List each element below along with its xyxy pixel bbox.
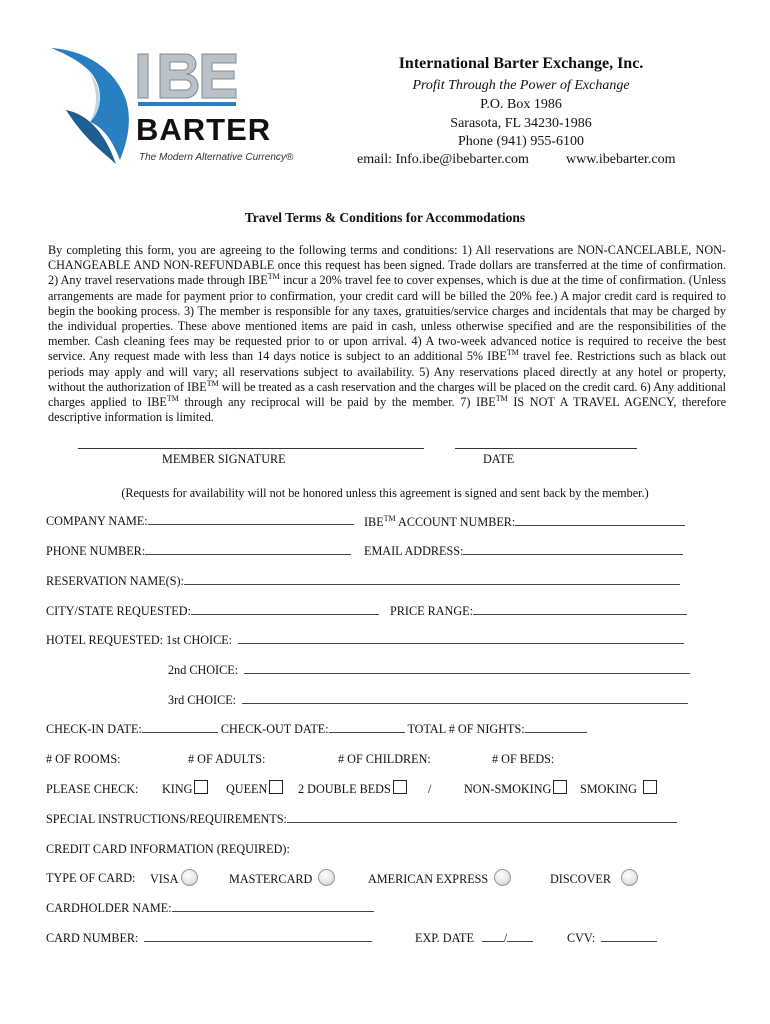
ibe-barter-logo — [46, 40, 308, 170]
cvv-label: CVV: — [567, 931, 596, 945]
email-address-label: EMAIL ADDRESS: — [364, 544, 464, 558]
card-number-row — [46, 931, 372, 946]
non-smoking-label: NON-SMOKING — [464, 782, 552, 796]
adults-label: # OF ADULTS: — [188, 752, 266, 766]
company-website[interactable]: www.ibebarter.com — [566, 152, 676, 167]
card-number-label: CARD NUMBER: — [46, 931, 139, 945]
cardholder-label: CARDHOLDER NAME: — [46, 901, 172, 915]
queen-checkbox[interactable] — [269, 780, 283, 794]
visa-option — [150, 869, 198, 887]
signature-date-label: DATE — [483, 452, 515, 466]
please-check-label: PLEASE CHECK: — [46, 782, 139, 796]
logo-graphic — [46, 40, 308, 170]
smoking-checkbox[interactable] — [643, 780, 657, 794]
hotel-third-choice-field[interactable] — [242, 693, 688, 704]
company-tagline: Profit Through the Power of Exchange — [412, 78, 630, 93]
king-checkbox[interactable] — [194, 780, 208, 794]
exp-date-row — [415, 931, 533, 946]
option-separator: / — [428, 782, 432, 796]
terms-paragraph — [48, 243, 726, 425]
exp-month-field[interactable] — [482, 931, 504, 942]
terms-text-2: incur a 20% travel fee to cover expenses, which is due at the time of confirmation. (Unless arrangements are made for payment prior to confirmation, your credit card will be billed the 20% fee.) A major credit card is required to begin the booking process. 3) The member is responsible for any taxes, gratuities/service charges and incidentals that may be charged by the individual properties. These above mentioned items are paid in cash, unless otherwise specified and are the responsibilities of the member. Cash cleaning fees may be requested prior to or upon arrival. 4) A two-week advanced notice is required to receive the best service. Any request made with less than 14 days notice is subject to an additional 5% IBE — [48, 273, 726, 364]
visa-radio[interactable] — [181, 869, 198, 886]
cvv-row — [567, 931, 657, 946]
hotel-first-choice-field[interactable] — [238, 633, 684, 644]
terms-text-1: By completing this form, you are agreeing to the following terms and conditions: 1) All reservations are NON-CANCELABLE, NON-CHANGEABLE AND NON-REFUNDABLE once this request has been signed. Trade dollars are transferred at the time of confirmation. 2) Any travel reservations made through IBE — [48, 243, 726, 288]
visa-label: VISA — [150, 872, 179, 886]
check-in-field[interactable] — [142, 722, 218, 733]
city-state-field[interactable] — [191, 604, 379, 615]
double-beds-option — [298, 780, 407, 797]
non-smoking-option — [464, 780, 567, 797]
ibe-label: IBE — [364, 515, 384, 530]
trademark-2: TM — [506, 348, 519, 358]
hotel-first-choice-label: HOTEL REQUESTED: 1st CHOICE: — [46, 633, 233, 647]
phone-number-row — [46, 544, 351, 559]
city-state-label: CITY/STATE REQUESTED: — [46, 604, 191, 618]
account-number-row — [364, 514, 685, 530]
king-option — [162, 780, 208, 797]
terms-text-6: IS NOT A TRAVEL AGENCY, therefore descriptive information is limited. — [48, 395, 727, 425]
discover-label: DISCOVER — [550, 872, 611, 886]
account-number-field[interactable] — [515, 515, 685, 526]
mastercard-option — [229, 869, 335, 887]
reservation-names-label: RESERVATION NAME(S): — [46, 574, 184, 588]
check-out-field[interactable] — [329, 722, 405, 733]
price-range-label: PRICE RANGE: — [390, 604, 473, 618]
phone-number-label: PHONE NUMBER: — [46, 544, 146, 558]
total-nights-label: TOTAL # OF NIGHTS: — [407, 722, 525, 736]
exp-date-label: EXP. DATE — [415, 931, 474, 945]
double-beds-checkbox[interactable] — [393, 780, 407, 794]
smoking-option — [580, 780, 657, 797]
queen-label: QUEEN — [226, 782, 268, 796]
total-nights-field[interactable] — [525, 722, 587, 733]
trademark-account: TM — [383, 514, 396, 523]
city-state-row — [46, 604, 379, 619]
terms-text-5: through any reciprocal will be paid by the member. 7) IBE — [178, 395, 496, 410]
hotel-third-choice-label: 3rd CHOICE: — [168, 693, 237, 707]
company-phone: Phone (941) 955-6100 — [458, 134, 584, 149]
logo-slogan: The Modern Alternative Currency® — [139, 152, 294, 163]
hotel-first-choice-row — [46, 633, 684, 648]
children-label: # OF CHILDREN: — [338, 752, 431, 766]
card-number-field[interactable] — [144, 931, 372, 942]
amex-label: AMERICAN EXPRESS — [368, 872, 489, 886]
reservation-names-field[interactable] — [184, 574, 680, 585]
company-email: email: Info.ibe@ibebarter.com — [357, 152, 529, 167]
dates-row — [46, 722, 587, 737]
email-address-field[interactable] — [463, 544, 683, 555]
credit-card-info-label: CREDIT CARD INFORMATION (REQUIRED): — [46, 842, 290, 856]
hotel-second-choice-field[interactable] — [244, 663, 690, 674]
exp-date-slash: / — [503, 931, 508, 945]
hotel-second-choice-row — [168, 663, 690, 678]
price-range-field[interactable] — [473, 604, 687, 615]
agreement-note: (Requests for availability will not be honored unless this agreement is signed and sent back by the member.) — [121, 486, 649, 500]
phone-number-field[interactable] — [145, 544, 351, 555]
exp-year-field[interactable] — [507, 931, 533, 942]
special-instructions-field[interactable] — [287, 812, 677, 823]
reservation-names-row — [46, 574, 680, 589]
price-range-row — [390, 604, 687, 619]
smoking-label: SMOKING — [580, 782, 637, 796]
check-in-label: CHECK-IN DATE: — [46, 722, 142, 736]
trademark-3: TM — [206, 378, 219, 388]
member-signature-label: MEMBER SIGNATURE — [162, 452, 286, 466]
discover-option — [550, 869, 638, 887]
company-po-box: P.O. Box 1986 — [480, 97, 562, 112]
document-title: Travel Terms & Conditions for Accommodations — [244, 210, 526, 225]
special-instructions-row — [46, 812, 677, 827]
cardholder-field[interactable] — [172, 901, 374, 912]
logo-wordmark-barter: BARTER — [136, 112, 272, 147]
check-out-label: CHECK-OUT DATE: — [220, 722, 329, 736]
trademark-1: TM — [267, 272, 280, 282]
card-type-label: TYPE OF CARD: — [46, 871, 136, 885]
beds-label: # OF BEDS: — [492, 752, 555, 766]
trademark-4: TM — [166, 393, 179, 403]
discover-radio[interactable] — [621, 869, 638, 886]
hotel-second-choice-label: 2nd CHOICE: — [168, 663, 239, 677]
company-name-row — [46, 514, 354, 529]
rooms-label: # OF ROOMS: — [46, 752, 121, 766]
company-name-field[interactable] — [148, 514, 354, 525]
non-smoking-checkbox[interactable] — [553, 780, 567, 794]
terms-text-4: will be treated as a cash reservation and the charges will be placed on the credit card. 6) Any additional charges applied to IBE — [48, 379, 726, 410]
email-address-row — [364, 544, 683, 559]
member-signature-line[interactable] — [78, 448, 424, 449]
amex-radio[interactable] — [494, 869, 511, 886]
special-instructions-label: SPECIAL INSTRUCTIONS/REQUIREMENTS: — [46, 812, 287, 826]
cardholder-row — [46, 901, 374, 916]
king-label: KING — [162, 782, 193, 796]
cvv-field[interactable] — [601, 931, 657, 942]
queen-option — [226, 780, 283, 797]
terms-text-3: travel fee. Restrictions such as black out periods may apply and will vary; all reservations subject to availability. 5) Any reservations placed directly at any hotel or property, without the authorization of IBE — [48, 349, 726, 394]
double-beds-label: 2 DOUBLE BEDS — [298, 782, 391, 796]
mastercard-label: MASTERCARD — [229, 872, 313, 886]
trademark-5: TM — [495, 393, 508, 403]
signature-date-line[interactable] — [455, 448, 637, 449]
company-city: Sarasota, FL 34230-1986 — [450, 116, 592, 131]
hotel-third-choice-row — [168, 693, 688, 708]
mastercard-radio[interactable] — [318, 869, 335, 886]
account-number-label: ACCOUNT NUMBER: — [395, 515, 516, 530]
company-name: International Barter Exchange, Inc. — [398, 55, 644, 72]
company-name-label: COMPANY NAME: — [46, 514, 148, 528]
amex-option — [368, 869, 511, 887]
